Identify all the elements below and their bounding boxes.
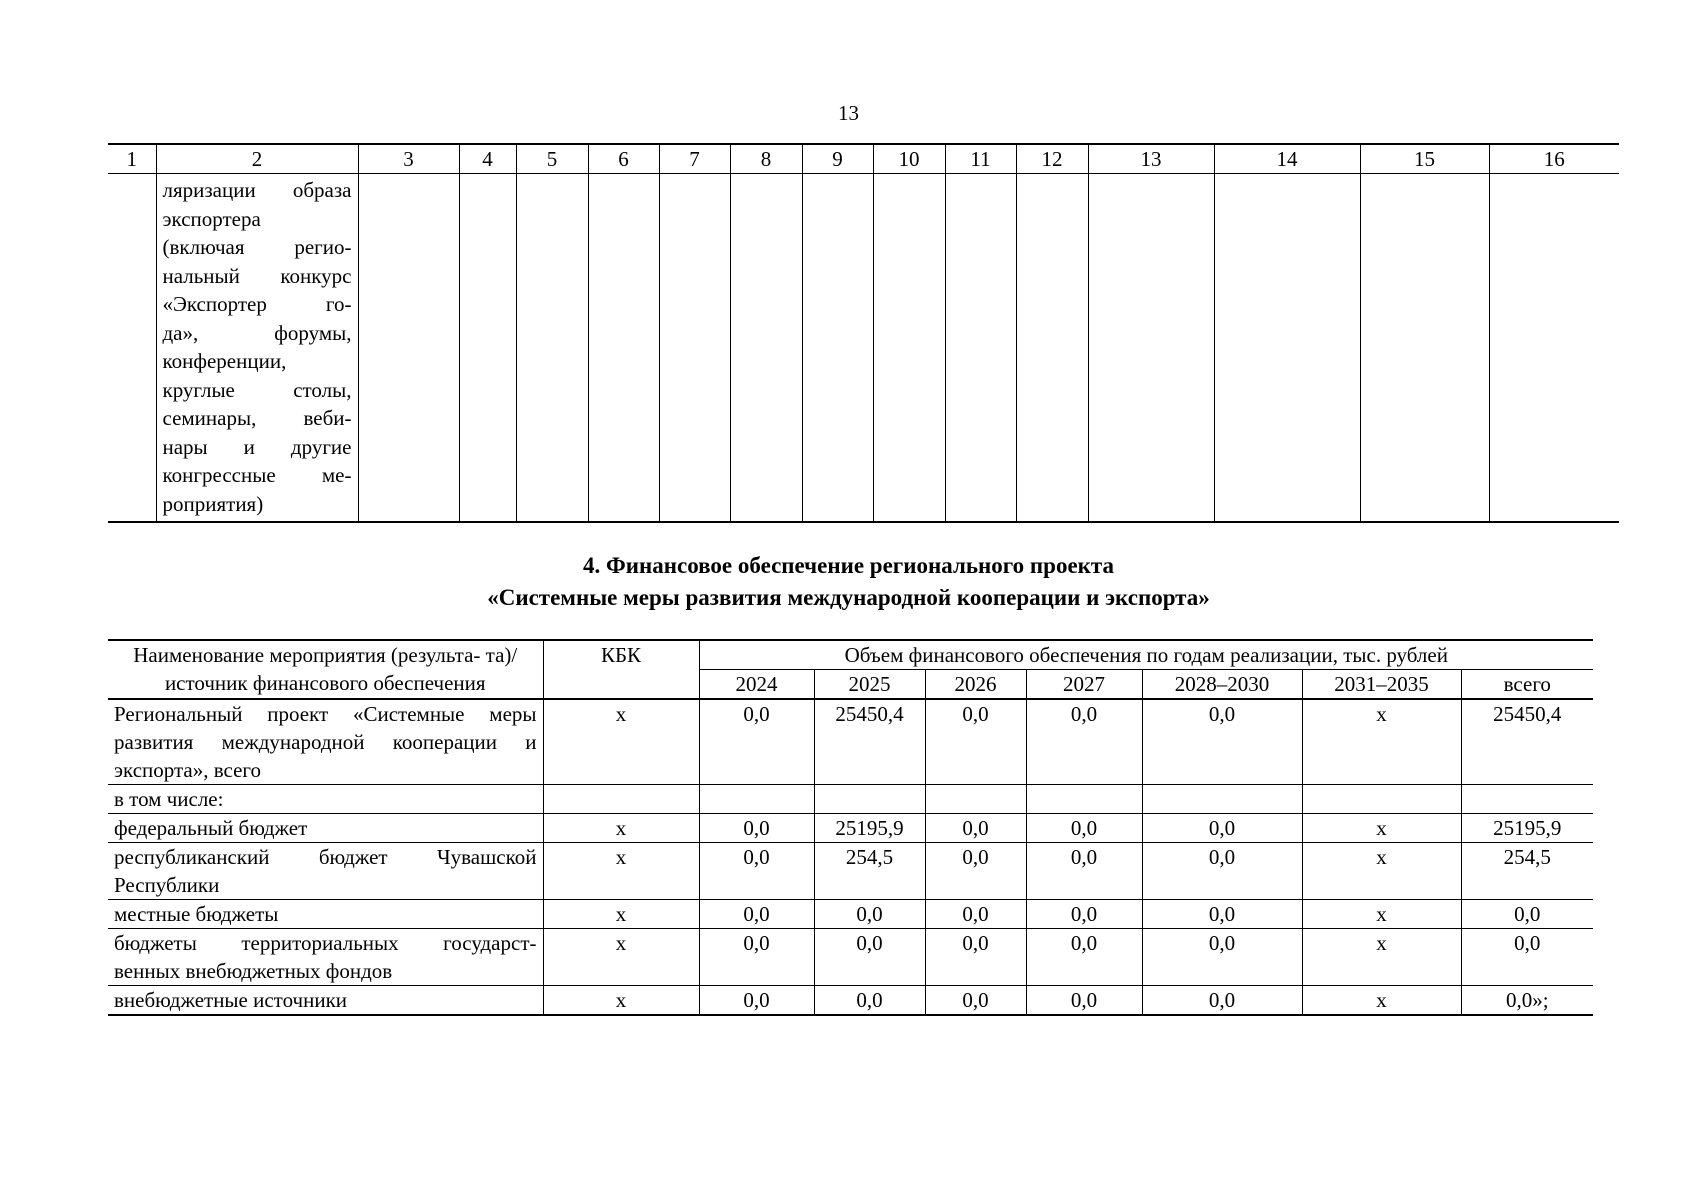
description-line: круглые столы, [162,377,352,402]
description-line: «Экспортер го- [162,292,352,316]
table-cell [945,174,1016,523]
source-name-line: республиканский бюджет Чувашской [114,845,537,869]
source-name [108,900,543,929]
value-cell [699,785,814,814]
table-row [108,843,1593,900]
column-number: 8 [730,144,802,174]
description-line: да», форумы, [162,320,352,345]
value-cell: х [1302,900,1461,929]
table-cell [459,174,516,523]
value-cell: 0,0 [925,814,1026,843]
value-cell: 0,0 [699,814,814,843]
column-number: 1 [108,144,156,174]
value-cell: 0,0 [1026,986,1142,1016]
description-line: экспортера [162,206,261,231]
value-cell [1302,785,1461,814]
value-cell: 0,0 [814,986,925,1016]
value-cell: 0,0 [1026,699,1142,785]
source-name-line: федеральный бюджет [114,816,308,840]
kbk-cell: х [543,843,699,900]
value-cell: 0,0 [814,929,925,986]
value-cell: 0,0 [699,900,814,929]
kbk-cell: х [543,929,699,986]
column-number: 16 [1489,144,1619,174]
value-cell: 0,0 [699,699,814,785]
value-cell: 25195,9 [814,814,925,843]
total-cell: 0,0 [1461,900,1593,929]
kbk-cell: х [543,699,699,785]
value-cell [814,785,925,814]
continuation-table [108,143,1619,523]
column-number: 5 [516,144,588,174]
value-cell: 0,0 [925,929,1026,986]
value-cell: 0,0 [1026,929,1142,986]
value-cell: 0,0 [1142,843,1302,900]
financial-table [108,639,1593,1016]
description-line: семинары, веби- [162,406,352,430]
value-cell: 0,0 [1142,900,1302,929]
source-name-line: бюджеты территориальных государст- [114,931,537,955]
column-header-volume: Объем финансового обеспечения по годам реализации, тыс. рублей [699,640,1593,670]
value-cell: х [1302,929,1461,986]
page-number: 13 [838,101,859,125]
table-cell [730,174,802,523]
value-cell: 0,0 [699,929,814,986]
source-name [108,699,543,785]
table-row [108,699,1593,785]
kbk-cell: х [543,900,699,929]
value-cell: 0,0 [1026,814,1142,843]
table-cell [108,174,156,523]
year-header: 2027 [1026,670,1142,700]
table-cell [358,174,459,523]
column-number: 3 [358,144,459,174]
total-header: всего [1461,670,1593,700]
value-cell [1142,785,1302,814]
description-line: ляризации образа [162,178,352,202]
value-cell: 0,0 [925,843,1026,900]
column-number: 15 [1360,144,1489,174]
year-header: 2024 [699,670,814,700]
value-cell [925,785,1026,814]
table-row [108,900,1593,929]
description-line: конференции, [162,349,287,373]
description-line: нальный конкурс [162,263,352,288]
description-line: нары и другие [162,434,352,459]
value-cell: 0,0 [1142,814,1302,843]
table-cell [1489,174,1619,523]
column-number: 10 [873,144,945,174]
value-cell: х [1302,699,1461,785]
source-name-line: Региональный проект «Системные меры [114,702,537,726]
description-line: конгрессные ме- [162,463,352,487]
total-cell: 0,0»; [1461,986,1593,1016]
year-header: 2025 [814,670,925,700]
value-cell: 0,0 [1142,929,1302,986]
source-name [108,929,543,986]
column-number: 9 [802,144,873,174]
table-cell [588,174,659,523]
table-row [108,814,1593,843]
source-name [108,986,543,1016]
value-cell: х [1302,814,1461,843]
table-row [108,986,1593,1016]
source-name-line: внебюджетные источники [114,988,348,1012]
value-cell: х [1302,986,1461,1016]
value-cell: 254,5 [814,843,925,900]
year-header: 2031–2035 [1302,670,1461,700]
table-cell [659,174,730,523]
source-name-line: экспорта», всего [114,758,262,782]
table-cell [1016,174,1088,523]
value-cell: 0,0 [814,900,925,929]
source-name-line: местные бюджеты [114,902,279,926]
value-cell: 0,0 [699,843,814,900]
total-cell: 25195,9 [1461,814,1593,843]
source-name [108,785,543,814]
value-cell: 0,0 [925,900,1026,929]
source-name-line: развития международной кооперации и [114,730,537,754]
heading-line: «Системные меры развития международной кооперации и экспорта» [487,585,1210,610]
description-line: (включая регио- [162,235,352,259]
value-cell: 25450,4 [814,699,925,785]
source-name [108,814,543,843]
value-cell [1026,785,1142,814]
value-cell: 0,0 [1142,699,1302,785]
value-cell: 0,0 [1026,900,1142,929]
source-name-line: Республики [114,873,220,897]
column-number: 11 [945,144,1016,174]
column-number: 13 [1088,144,1214,174]
table-cell [873,174,945,523]
total-cell: 0,0 [1461,929,1593,986]
financial-rows [108,699,1593,1015]
table-cell [802,174,873,523]
year-header: 2028–2030 [1142,670,1302,700]
value-cell: 0,0 [699,986,814,1016]
column-number: 12 [1016,144,1088,174]
header-row [108,640,1593,670]
table-cell [1088,174,1214,523]
table-row [108,929,1593,986]
total-cell [1461,785,1593,814]
kbk-cell: х [543,814,699,843]
column-number: 2 [156,144,358,174]
value-cell: 0,0 [925,986,1026,1016]
table-cell [1360,174,1489,523]
source-name-line: в том числе: [114,787,224,811]
event-description [156,174,358,523]
description-line: роприятия) [162,491,264,516]
section-heading [0,550,1697,614]
value-cell: 0,0 [1142,986,1302,1016]
column-header-kbk: КБК [543,640,699,699]
table-cell [516,174,588,523]
column-header-name: Наименование мероприятия (результа- та)/источник финансового обеспечения [108,640,543,699]
table-cell [1214,174,1360,523]
heading-line: 4. Финансовое обеспечение регионального проекта [583,553,1114,578]
year-header: 2026 [925,670,1026,700]
source-name-line: венных внебюджетных фондов [114,959,393,983]
value-cell: х [1302,843,1461,900]
total-cell: 25450,4 [1461,699,1593,785]
value-cell: 0,0 [925,699,1026,785]
column-number: 6 [588,144,659,174]
table-row [108,174,1619,523]
kbk-cell: х [543,986,699,1016]
total-cell: 254,5 [1461,843,1593,900]
column-number: 14 [1214,144,1360,174]
column-number: 7 [659,144,730,174]
source-name [108,843,543,900]
table-row [108,785,1593,814]
column-number: 4 [459,144,516,174]
value-cell: 0,0 [1026,843,1142,900]
column-number-row [108,144,1619,174]
kbk-cell [543,785,699,814]
